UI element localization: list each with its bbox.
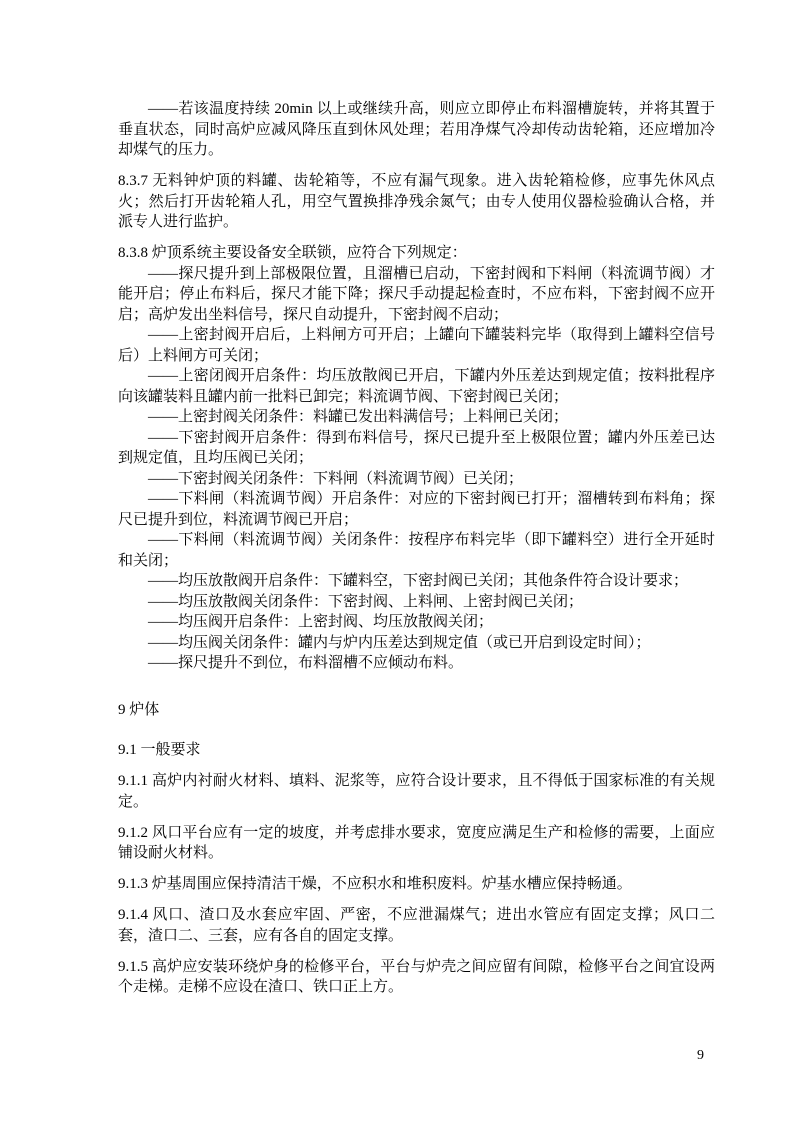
interlock-list-item-7: ——下料闸（料流调节阀）开启条件：对应的下密封阀已打开；溜槽转到布料角；探尺已提升到位，料流调节阀已开启； <box>118 491 715 528</box>
interlock-list-item-13: ——探尺提升不到位，布料溜槽不应倾动布料。 <box>148 655 464 671</box>
interlock-list-item-8: ——下料闸（料流调节阀）关闭条件：按程序布料完毕（即下罐料空）进行全开延时和关闭； <box>118 532 715 569</box>
interlock-list-item-3: ——上密闭阀开启条件：均压放散阀已开启，下罐内外压差达到规定值；按料批程序向该罐装料且罐内前一批料已卸完；料流调节阀、下密封阀已关闭； <box>118 368 715 405</box>
continued-list-item-temperature: ——若该温度持续 20min 以上或继续升高，则应立即停止布料溜槽旋转，并将其置于垂直状态，同时高炉应减风降压直到休风处理；若用净煤气冷却传动齿轮箱，还应增加冷却煤气的压力。 <box>118 101 715 158</box>
interlock-list-item-11: ——均压阀开启条件：上密封阀、均压放散阀关闭； <box>148 614 494 630</box>
interlock-list-item-10: ——均压放散阀关闭条件：下密封阀、上料闸、上密封阀已关闭； <box>148 593 584 610</box>
clause-8-3-8-heading: 8.3.8 炉顶系统主要设备安全联锁，应符合下列规定： <box>118 245 467 261</box>
interlock-list-item-4: ——上密封阀关闭条件：料罐已发出料满信号；上料闸已关闭； <box>148 409 569 425</box>
clause-9-1-1: 9.1.1 高炉内衬耐火材料、填料、泥浆等，应符合设计要求，且不得低于国家标准的有关规定。 <box>118 773 715 810</box>
section-9-heading: 9 炉体 <box>118 701 160 718</box>
interlock-list-item-6: ——下密封阀关闭条件：下料闸（料流调节阀）已关闭； <box>148 470 524 487</box>
interlock-list-item-1: ——探尺提升到上部极限位置，且溜槽已启动，下密封阀和下料闸（料流调节阀）才能开启；停止布料后，探尺才能下降；探尺手动提起检查时，不应布料，下密封阀不应开启；高炉发出坐料信号，探尺自动提升，下密封阀不启动； <box>118 265 715 323</box>
interlock-list-item-2: ——上密封阀开启后，上料闸方可开启；上罐向下罐装料完毕（取得到上罐料空信号后）上料闸方可关闭； <box>118 327 715 364</box>
interlock-list-item-12: ——均压阀关闭条件：罐内与炉内压差达到规定值（或已开启到设定时间）； <box>148 634 651 651</box>
interlock-list-item-9: ——均压放散阀开启条件：下罐料空，下密封阀已关闭；其他条件符合设计要求； <box>148 573 689 589</box>
clause-9-1-5: 9.1.5 高炉应安装环绕炉身的检修平台，平台与炉壳之间应留有间隙，检修平台之间宜设两个走梯。走梯不应设在渣口、铁口正上方。 <box>118 958 715 995</box>
interlock-list-item-5: ——下密封阀开启条件：得到布料信号，探尺已提升至上极限位置；罐内外压差已达到规定值，且均压阀已关闭； <box>118 429 715 466</box>
clause-9-1-4: 9.1.4 风口、渣口及水套应牢固、严密，不应泄漏煤气；进出水管应有固定支撑；风口二套，渣口二、三套，应有各自的固定支撑。 <box>118 907 715 944</box>
page-number: 9 <box>697 1048 704 1063</box>
document-body <box>118 99 715 1008</box>
clause-9-1-2: 9.1.2 风口平台应有一定的坡度，并考虑排水要求，宽度应满足生产和检修的需要，上面应铺设耐火材料。 <box>118 824 715 861</box>
section-9-1-heading: 9.1 一般要求 <box>118 742 201 758</box>
clause-8-3-7: 8.3.7 无料钟炉顶的料罐、齿轮箱等，不应有漏气现象。进入齿轮箱检修，应事先休风点火；然后打开齿轮箱人孔，用空气置换排净残余氮气；由专人使用仪器检验确认合格，并派专人进行监护。 <box>118 173 715 230</box>
clause-9-1-3: 9.1.3 炉基周围应保持清洁干燥，不应积水和堆积废料。炉基水槽应保持畅通。 <box>118 876 632 892</box>
